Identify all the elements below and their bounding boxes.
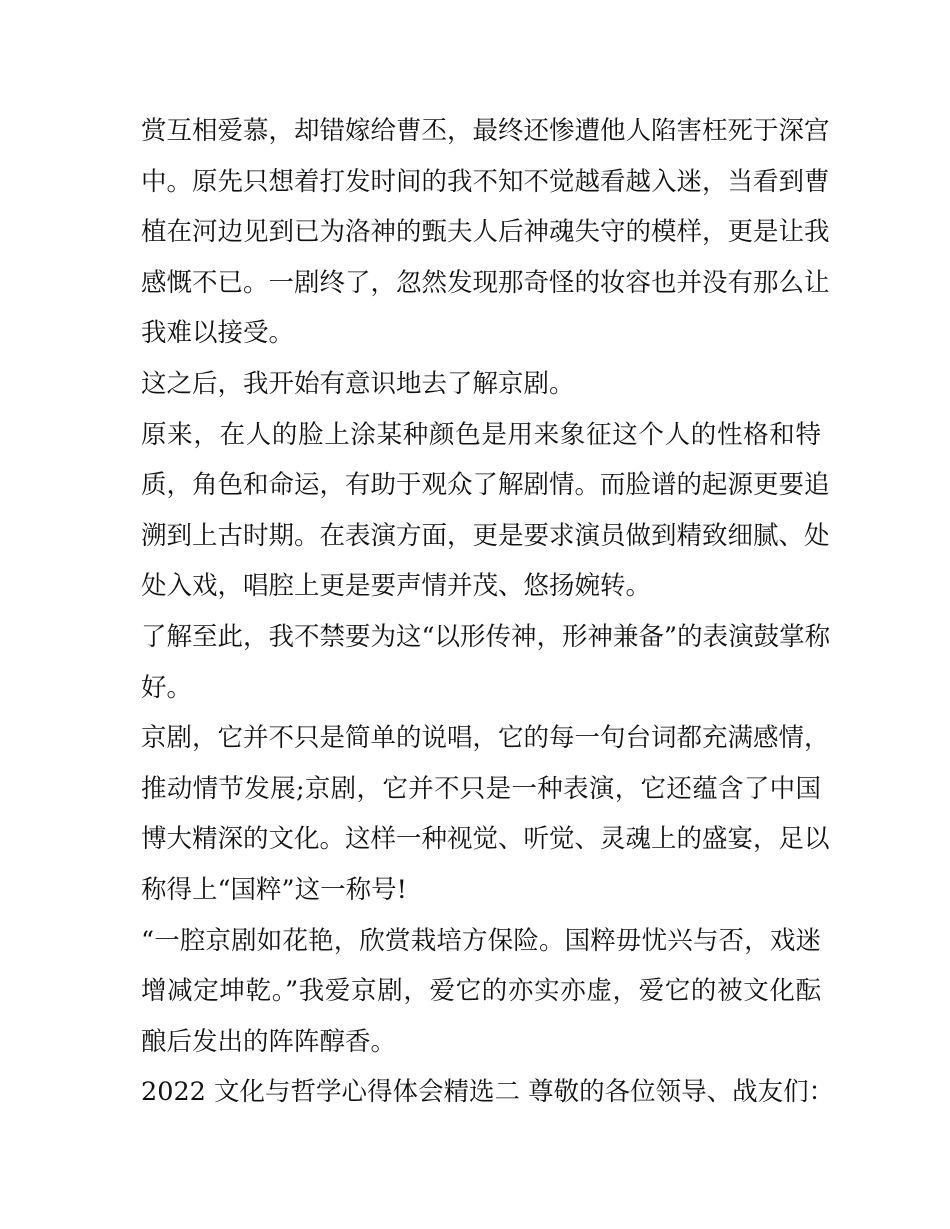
- text-line: 2022 文化与哲学心得体会精选二 尊敬的各位领导、战友们：: [141, 1077, 835, 1108]
- text-line: 植在河边见到已为洛神的甄夫人后神魂失守的模样，更是让我: [141, 217, 830, 248]
- text-line: 这之后，我开始有意识地去了解京剧。: [141, 368, 575, 399]
- text-line: 博大精深的文化。这样一种视觉、听觉、灵魂上的盛宴，足以: [141, 824, 830, 855]
- text-line: 增减定坤乾。”我爱京剧，爱它的亦实亦虚，爱它的被文化酝: [141, 976, 821, 1007]
- text-line: 称得上“国粹”这一称号!: [141, 874, 407, 905]
- text-line: 感慨不已。一剧终了，忽然发现那奇怪的妆容也并没有那么让: [141, 267, 830, 298]
- text-line: 推动情节发展;京剧，它并不只是一种表演，它还蕴含了中国: [141, 773, 821, 804]
- document-body: [141, 106, 835, 1118]
- paragraph-beijing-opera-story: [141, 106, 830, 359]
- text-line: 好。: [141, 672, 193, 703]
- text-line: 原来，在人的脸上涂某种颜色是用来象征这个人的性格和特: [141, 419, 821, 450]
- text-line: 酿后发出的阵阵醇香。: [141, 1026, 397, 1057]
- paragraph-applause: [141, 612, 831, 713]
- text-line: 中。原先只想着打发时间的我不知不觉越看越入迷，当看到曹: [141, 166, 830, 197]
- paragraph-poem: [141, 916, 821, 1068]
- text-line: 溯到上古时期。在表演方面，更是要求演员做到精致细腻、处: [141, 520, 830, 551]
- paragraph-after-that: [141, 359, 821, 410]
- text-line: 了解至此，我不禁要为这“以形传神，形神兼备”的表演鼓掌称: [141, 621, 831, 652]
- text-line: 处入戏，唱腔上更是要声情并茂、悠扬婉转。: [141, 571, 652, 602]
- text-line: 赏互相爱慕，却错嫁给曹丕，最终还惨遭他人陷害枉死于深宫: [141, 116, 830, 146]
- text-line: 京剧，它并不只是简单的说唱，它的每一句台词都充满感情，: [141, 723, 830, 754]
- text-line: “一腔京剧如花艳，欣赏栽培方保险。国粹毋忧兴与否，戏迷: [141, 925, 821, 956]
- paragraph-national-essence: [141, 713, 830, 915]
- text-line: 质，角色和命运，有助于观众了解剧情。而脸谱的起源更要追: [141, 470, 830, 501]
- paragraph-facial-makeup: [141, 410, 830, 612]
- text-line: 我难以接受。: [141, 318, 295, 349]
- paragraph-section-heading: [141, 1067, 835, 1118]
